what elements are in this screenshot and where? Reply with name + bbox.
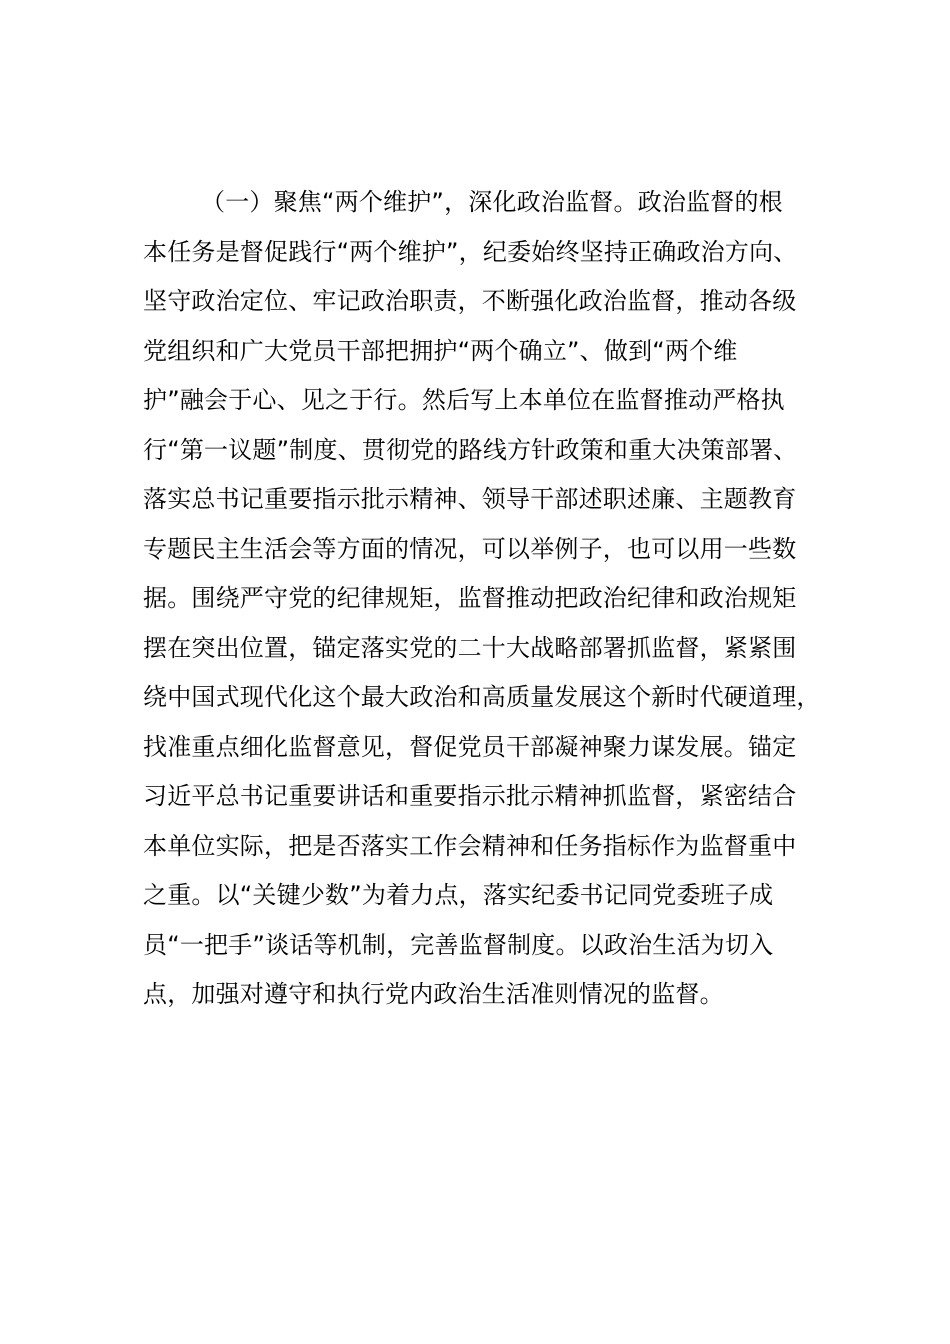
paragraph-line: 找准重点细化监督意见，督促党员干部凝神聚力谋发展。锚定 bbox=[143, 732, 797, 761]
paragraph-line: 行“第一议题”制度、贯彻党的路线方针政策和重大决策部署、 bbox=[143, 435, 798, 464]
paragraph-line: 员“一把手”谈话等机制，完善监督制度。以政治生活为切入 bbox=[143, 930, 774, 959]
paragraph-line: 习近平总书记重要讲话和重要指示批示精神抓监督，紧密结合 bbox=[143, 782, 797, 810]
paragraph-line: 党组织和广大党员干部把拥护“两个确立”、做到“两个维 bbox=[143, 336, 738, 365]
body-paragraph bbox=[143, 178, 823, 1020]
paragraph-line: 坚守政治定位、牢记政治职责，不断强化政治监督，推动各级 bbox=[143, 287, 797, 315]
paragraph-line: 点，加强对遵守和执行党内政治生活准则情况的监督。 bbox=[143, 980, 724, 1008]
paragraph-line: 据。围绕严守党的纪律规矩，监督推动把政治纪律和政治规矩 bbox=[143, 584, 797, 612]
paragraph-line: 之重。以“关键少数”为着力点，落实纪委书记同党委班子成 bbox=[143, 881, 774, 909]
paragraph-line: 落实总书记重要指示批示精神、领导干部述职述廉、主题教育 bbox=[143, 485, 797, 513]
paragraph-line: 本单位实际，把是否落实工作会精神和任务指标作为监督重中 bbox=[143, 831, 797, 860]
paragraph-line: 本任务是督促践行“两个维护”，纪委始终坚持正确政治方向、 bbox=[143, 237, 798, 266]
paragraph-line: 护”融会于心、见之于行。然后写上本单位在监督推动严格执 bbox=[143, 386, 785, 414]
paragraph-line: 专题民主生活会等方面的情况，可以举例子，也可以用一些数 bbox=[143, 534, 797, 563]
paragraph-line: 摆在突出位置，锚定落实党的二十大战略部署抓监督，紧紧围 bbox=[143, 633, 797, 662]
paragraph-line: 绕中国式现代化这个最大政治和高质量发展这个新时代硬道理， bbox=[143, 683, 821, 711]
paragraph-line: （一）聚焦“两个维护”，深化政治监督。政治监督的根 bbox=[201, 188, 783, 216]
